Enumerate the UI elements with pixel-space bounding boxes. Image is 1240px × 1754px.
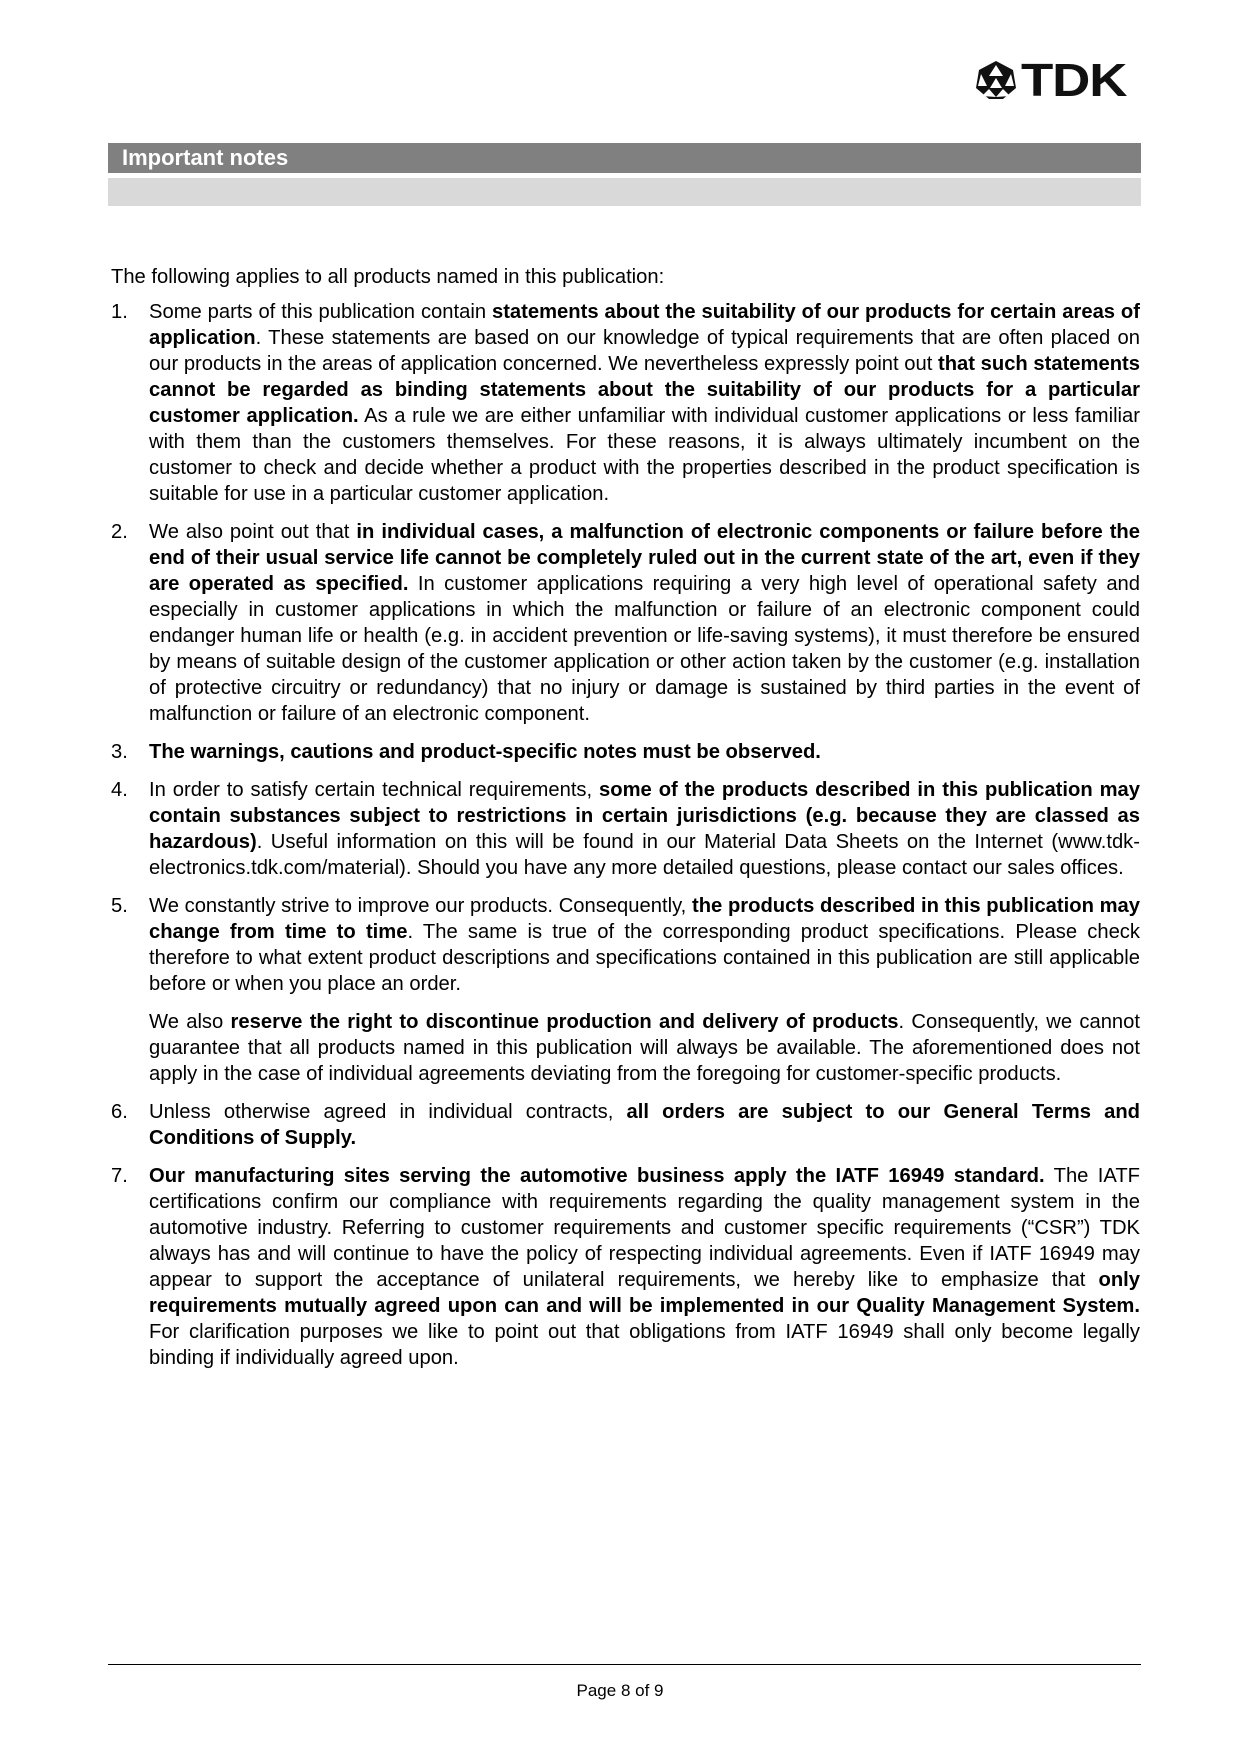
section-subheader-bar: [108, 178, 1141, 206]
note-paragraph: [149, 893, 1140, 997]
section-title: Important notes: [122, 145, 289, 170]
page-number: Page 8 of 9: [576, 1681, 664, 1700]
note-number: 4.: [111, 779, 128, 801]
text: . Consequently, we cannot guarantee that all products named in this publication will always be available. The aforementioned does not apply in the case of individual agreements deviating from the foregoing for customer-specific products.: [149, 1011, 1141, 1085]
note-item: [111, 519, 1140, 727]
note-item: [111, 893, 1140, 1087]
text: . Useful information on this will be found in our Material Data Sheets on the Internet (www.tdk-electronics.tdk.com/material). Should you have any more detailed questions, please contact our sales offices.: [149, 831, 1140, 879]
bold-text: the products described in this publication may change from time to time: [149, 895, 1140, 943]
bold-text: some of the products described in this publication may contain substances subject to restrictions in certain jurisdictions (e.g. because they are classed as hazardous): [149, 779, 1140, 853]
tdk-logo-text: TDK: [1021, 54, 1127, 106]
text: We also point out that: [149, 521, 357, 543]
note-item: [111, 777, 1140, 881]
bold-text: all orders are subject to our General Terms and Conditions of Supply.: [149, 1101, 1141, 1149]
note-number: 7.: [111, 1165, 128, 1187]
section-header-bar: [108, 143, 1141, 173]
bold-text: in individual cases, a malfunction of electronic components or failure before the end of their usual service life cannot be completely ruled out in the current state of the art, even if they are operated as specified.: [149, 521, 1140, 595]
note-paragraph: [149, 1099, 1140, 1151]
bold-text: Our manufacturing sites serving the automotive business apply the IATF 16949 standard.: [149, 1165, 1045, 1187]
bold-text: The warnings, cautions and product-specific notes must be observed.: [149, 741, 821, 763]
note-item: [111, 1163, 1140, 1371]
tdk-logo: [975, 54, 1127, 106]
note-paragraph: [149, 1163, 1140, 1371]
text: Some parts of this publication contain: [149, 301, 492, 323]
notes-list: [111, 299, 1140, 1371]
intro-text: The following applies to all products named in this publication:: [111, 266, 665, 288]
text: As a rule we are either unfamiliar with individual customer applications or less familiar with them than the customers themselves. For these reasons, it is always ultimately incumbent on the customer to check and decide whether a product with the properties described in the product specification is suitable for use in a particular customer application.: [149, 405, 1140, 505]
text: We also: [149, 1011, 231, 1033]
text: We constantly strive to improve our products. Consequently,: [149, 895, 692, 917]
bold-text: only requirements mutually agreed upon can and will be implemented in our Quality Management System.: [149, 1269, 1140, 1317]
note-item: [111, 739, 1140, 765]
bold-text: reserve the right to discontinue production and delivery of products: [230, 1011, 899, 1033]
note-number: 5.: [111, 895, 128, 917]
text: In customer applications requiring a very high level of operational safety and especially in customer applications in which the malfunction or failure of an electronic component could endanger human life or health (e.g. in accident prevention or life-saving systems), it must therefore be ensured by means of suitable design of the customer application or other action taken by the customer (e.g. installation of protective circuitry or redundancy) that no injury or damage is sustained by third parties in the event of malfunction or failure of an electronic component.: [149, 573, 1140, 725]
text: . These statements are based on our knowledge of typical requirements that are often placed on our products in the areas of application concerned. We nevertheless expressly point out: [149, 327, 1140, 375]
footer-divider: [108, 1664, 1141, 1665]
note-item: [111, 299, 1140, 507]
text: The IATF certifications confirm our compliance with requirements regarding the quality management system in the automotive industry. Referring to customer requirements and customer specific requirements (“CSR”) TDK always has and will continue to have the policy of respecting individual agreements. Even if IATF 16949 may appear to support the acceptance of unilateral requirements, we hereby like to emphasize that: [149, 1165, 1140, 1291]
bold-text: statements about the suitability of our products for certain areas of application: [149, 301, 1140, 349]
note-number: 1.: [111, 301, 128, 323]
tdk-emblem-icon: [975, 60, 1017, 100]
note-paragraph: [149, 739, 1140, 765]
note-paragraph: [149, 519, 1140, 727]
note-number: 3.: [111, 741, 128, 763]
note-paragraph: [149, 299, 1140, 507]
document-body: [111, 264, 1140, 1383]
bold-text: that such statements cannot be regarded as binding statements about the suitability of our products for a particular customer application.: [149, 353, 1140, 427]
text: For clarification purposes we like to point out that obligations from IATF 16949 shall only become legally binding if individually agreed upon.: [149, 1321, 1140, 1369]
note-number: 6.: [111, 1101, 128, 1123]
text: Unless otherwise agreed in individual contracts,: [149, 1101, 627, 1123]
note-item: [111, 1099, 1140, 1151]
note-paragraph: [149, 777, 1140, 881]
text: . The same is true of the corresponding product specifications. Please check therefore to what extent product descriptions and specifications contained in this publication are still applicable before or when you place an order.: [149, 921, 1140, 995]
text: In order to satisfy certain technical requirements,: [149, 779, 600, 801]
note-paragraph: [149, 1009, 1140, 1087]
note-number: 2.: [111, 521, 128, 543]
